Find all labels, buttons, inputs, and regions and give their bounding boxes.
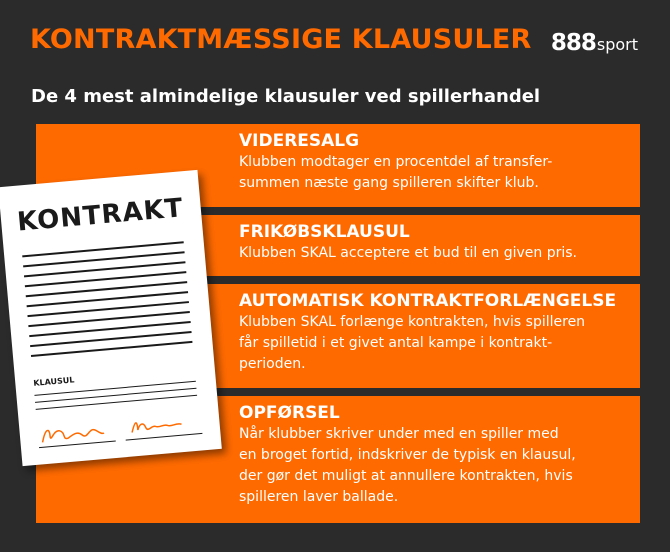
clause-heading: AUTOMATISK KONTRAKTFORLÆNGELSE — [239, 291, 617, 311]
clause-body: Klubben SKAL acceptere et bud til en given pris. — [239, 245, 577, 261]
clause-label: KLAUSUL — [33, 375, 75, 388]
contract-document-icon — [0, 170, 222, 466]
page-title: KONTRAKTMÆSSIGE KLAUSULER — [30, 24, 532, 55]
clause-heading: VIDERESALG — [239, 131, 360, 151]
signature-right — [131, 419, 182, 433]
logo-word: sport — [596, 35, 638, 54]
logo-number: 888 — [550, 30, 596, 56]
signature-left — [42, 426, 105, 443]
brand-logo — [551, 30, 638, 56]
document-title: KONTRAKT — [16, 193, 185, 238]
signature-line — [39, 441, 116, 448]
clause-heading: FRIKØBSKLAUSUL — [239, 222, 410, 242]
signatures — [0, 170, 222, 466]
clause-body: Klubben SKAL forlænge kontrakten, hvis spilleren får spilletid i et givet antal kampe i kontrakt- perioden. — [239, 314, 586, 372]
signature-line — [126, 433, 203, 440]
clause-body: Klubben modtager en procentdel af transfer- summen næste gang spilleren skifter klub. — [239, 154, 553, 191]
clause-body: Når klubber skriver under med en spiller med en broget fortid, indskriver de typisk en klausul, der gør det muligt at annullere kontrakten, hvis spilleren laver ballade. — [239, 426, 576, 505]
page-subtitle: De 4 mest almindelige klausuler ved spillerhandel — [31, 86, 541, 107]
clause-heading: OPFØRSEL — [239, 403, 340, 423]
